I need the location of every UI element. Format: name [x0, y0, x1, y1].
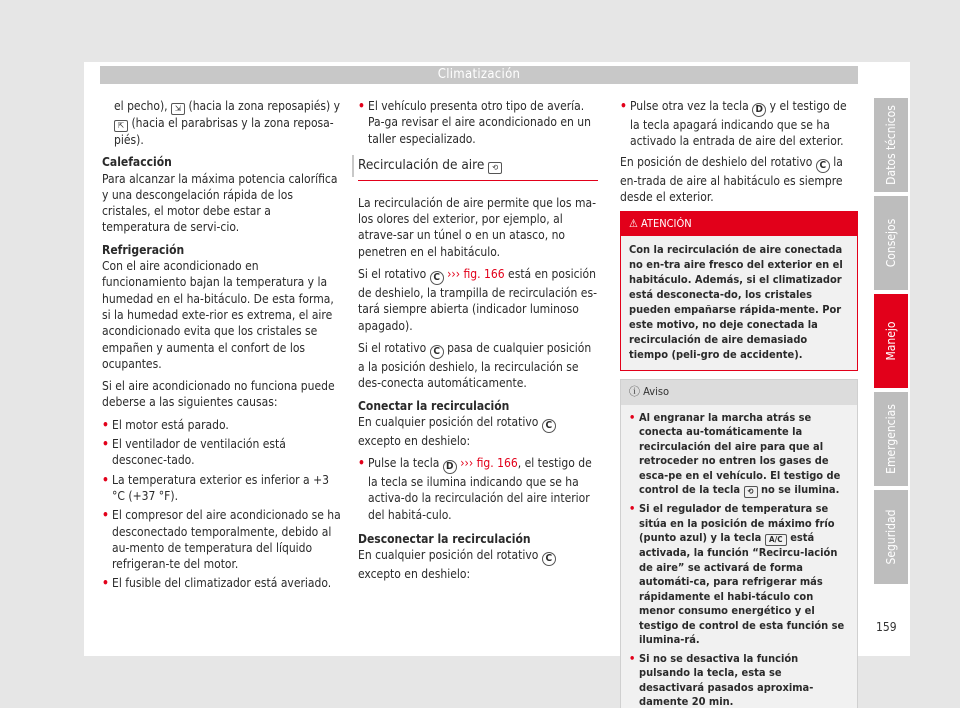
- section-bar: [352, 155, 354, 177]
- ac-key-icon: A/C: [765, 534, 787, 546]
- heating-text: Para alcanzar la máxima potencia calorífica y una descongelación rápida de los cristales, el motor debe estar a temperatura de servi-cio.: [102, 171, 338, 235]
- warning-text: Con la recirculación de aire conectada no en-tra aire fresco del exterior en el habitáculo. Además, si el climatizador está desconecta-do, los cristales pueden empañarse rápida-mente. Por este motivo, no deje conectada la recirculación de aire demasiado tiempo (peli-gro de accidente).: [621, 236, 857, 370]
- list-item: • Al engranar la marcha atrás se conecta au-tomáticamente la recirculación del aire para que al retroceder no entren los gases de esca-pe en el vehículo. El testigo de control de la tecla ⟲ no se ilumina.: [629, 411, 849, 499]
- key-c-icon: C: [542, 552, 556, 566]
- list-item: • El vehículo presenta otro tipo de avería. Pa-ga revisar el aire acondicionado en un taller especializado.: [358, 98, 598, 147]
- recirc-p2: Si el rotativo C pasa de cualquier posición a la posición deshielo, la recirculación se des-conecta automáticamente.: [358, 340, 592, 391]
- fig-link[interactable]: ››› fig. 166: [460, 456, 518, 471]
- key-c-icon: C: [816, 159, 830, 173]
- key-c-icon: C: [542, 419, 556, 433]
- column-3: [620, 98, 858, 708]
- recirculation-icon: ⟲: [488, 162, 502, 174]
- note-header: ⓘ Aviso: [621, 380, 857, 404]
- defrost-text: En posición de deshielo del rotativo C la en-trada de aire al habitáculo es siempre desde el exterior.: [620, 154, 843, 204]
- recirculation-icon: ⟲: [744, 486, 758, 498]
- recirc-text: La recirculación de aire permite que los ma-los olores del exterior, por ejemplo, al atrave-sar un túnel o en un atasco, no penetren en el habitáculo.: [358, 195, 596, 259]
- note-box: [620, 379, 858, 708]
- warning-icon: ⚠: [629, 217, 638, 231]
- airflow-windshield-feet-icon: ⇱: [114, 120, 128, 132]
- tab-emergencias[interactable]: Emergencias: [874, 392, 908, 486]
- tab-seguridad[interactable]: Seguridad: [874, 490, 908, 584]
- list-item: • Si el regulador de temperatura se sitúa en la posición de máximo frío (punto azul) y la tecla A/C está activada, la función “Recircu-lación de aire” se activará de forma automáti-ca, para refrigerar más rápidamente el habi-táculo con menor consumo energético y el testigo de control de esta función se ilumina-rá.: [629, 502, 849, 648]
- list-item: • El motor está parado.: [102, 417, 342, 433]
- warning-header: ⚠ ATENCIÓN: [621, 212, 857, 236]
- connect-text: En cualquier posición del rotativo C excepto en deshielo:: [358, 414, 598, 449]
- cooling-title: Refrigeración: [102, 242, 185, 257]
- disconnect-title: Desconectar la recirculación: [358, 532, 531, 547]
- list-item: • La temperatura exterior es inferior a +3 °C (+37 °F).: [102, 472, 342, 505]
- section-title: Recirculación de aire ⟲: [358, 157, 598, 181]
- tab-manejo[interactable]: Manejo: [874, 294, 908, 388]
- tab-datos-tecnicos[interactable]: Datos técnicos: [874, 98, 908, 192]
- list-item: • Si no se desactiva la función pulsando la tecla, esta se desactivará pasados aproxima-damente 20 min.: [629, 652, 849, 708]
- key-c-icon: C: [430, 345, 444, 359]
- column-2: [358, 98, 598, 589]
- column-1: [102, 98, 342, 595]
- fig-link[interactable]: ››› fig. 166: [447, 267, 505, 282]
- heating-title: Calefacción: [102, 155, 172, 170]
- list-item: • Pulse otra vez la tecla D y el testigo de la tecla apagará indicando que se ha activado la entrada de aire del exterior.: [620, 98, 858, 150]
- intro-paragraph: el pecho), ⇲ (hacia la zona reposapiés) y ⇱ (hacia el parabrisas y la zona reposa-piés).: [114, 99, 341, 147]
- airflow-feet-icon: ⇲: [171, 103, 185, 115]
- cooling-text: Con el aire acondicionado en funcionamiento bajan la temperatura y la humedad en el ha-bitáculo. De esta forma, si la humedad exte-rior es extrema, el aire acondicionado evita que los cristales se empañen y aumenta el confort de los ocupantes.: [102, 259, 334, 371]
- tab-consejos[interactable]: Consejos: [874, 196, 908, 290]
- key-d-icon: D: [443, 460, 457, 474]
- note-body: [621, 405, 857, 708]
- key-c-icon: C: [430, 271, 444, 285]
- recirc-p1: Si el rotativo C ››› fig. 166 está en posición de deshielo, la trampilla de recirculación es-tará siempre abierta (indicador luminoso apagado).: [358, 267, 597, 333]
- list-item: • El compresor del aire acondicionado se ha desconectado temporalmente, debido al au-mento de temperatura del líquido refrigeran-te del motor.: [102, 507, 342, 572]
- key-d-icon: D: [752, 103, 766, 117]
- disconnect-text: En cualquier posición del rotativo C excepto en deshielo:: [358, 547, 598, 582]
- warning-box: [620, 211, 858, 371]
- list-item: • El ventilador de ventilación está desconec-tado.: [102, 436, 342, 469]
- list-item: • El fusible del climatizador está averiado.: [102, 575, 342, 591]
- failure-text: Si el aire acondicionado no funciona puede deberse a las siguientes causas:: [102, 379, 335, 410]
- page-header: Climatización: [100, 66, 858, 84]
- info-icon: ⓘ: [629, 385, 640, 399]
- list-item: • Pulse la tecla D ››› fig. 166, el testigo de la tecla se ilumina indicando que se ha activa-do la recirculación del aire interior del habitá-culo.: [358, 455, 598, 523]
- connect-title: Conectar la recirculación: [358, 398, 510, 413]
- page-number: 159: [876, 620, 897, 634]
